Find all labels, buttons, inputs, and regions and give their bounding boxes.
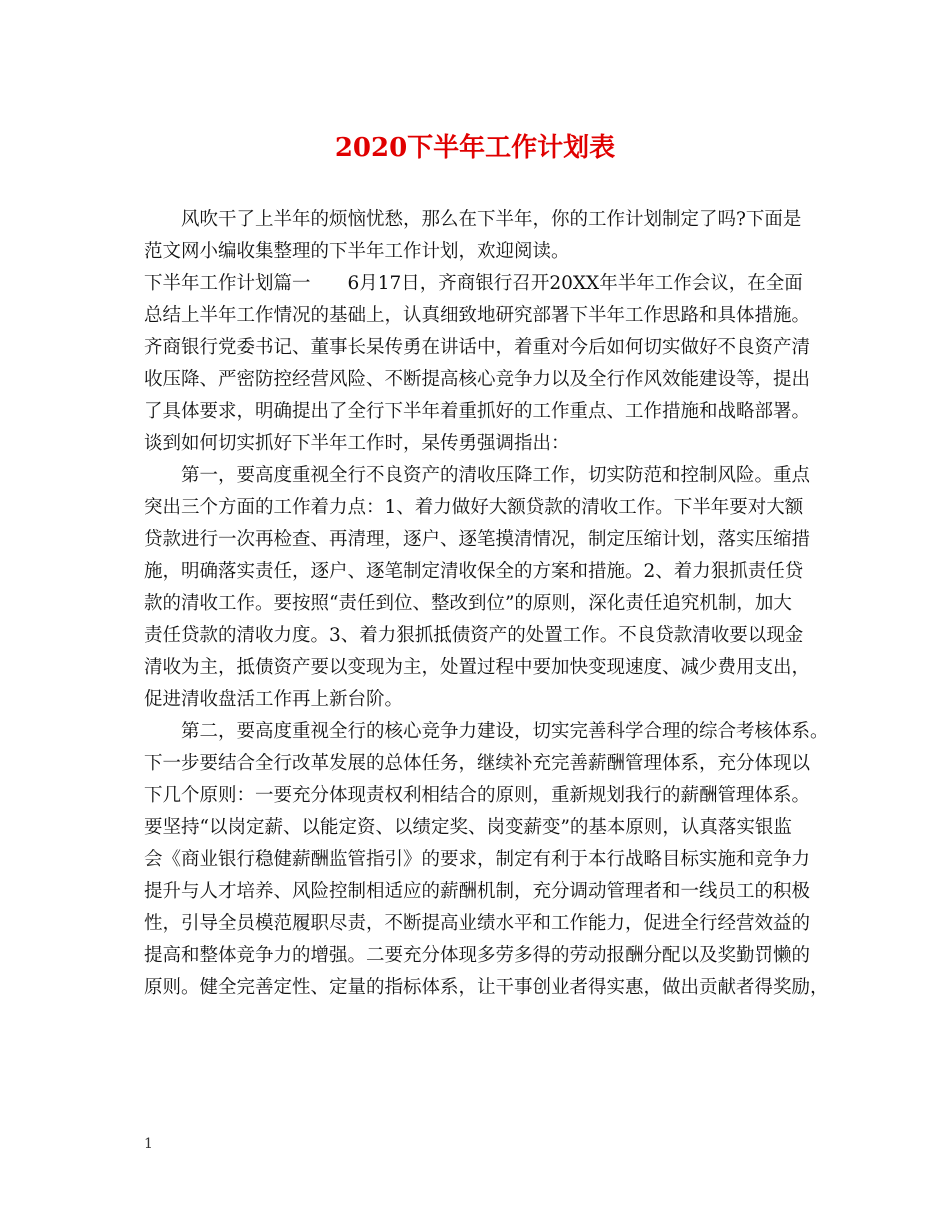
body-line: 贷款进行一次再检查、再清理，逐户、逐笔摸清情况，制定压缩计划，落实压缩措 xyxy=(144,529,811,550)
body-line: 款的清收工作。要按照“责任到位、整改到位”的原则，深化责任追究机制，加大 xyxy=(144,593,792,614)
body-line: 施，明确落实责任，逐户、逐笔制定清收保全的方案和措施。2、着力狠抓责任贷 xyxy=(144,561,804,582)
body-line: 谈到如何切实抓好下半年工作时，杲传勇强调指出： xyxy=(144,433,570,454)
body-line: 第一，要高度重视全行不良资产的清收压降工作，切实防范和控制风险。重点 xyxy=(181,465,811,486)
body-line: 性，引导全员模范履职尽责，不断提高业绩水平和工作能力，促进全行经营效益的 xyxy=(144,913,811,934)
body-line: 会《商业银行稳健薪酬监管指引》的要求，制定有利于本行战略目标实施和竞争力 xyxy=(144,849,811,870)
body-line: 要坚持“以岗定薪、以能定资、以绩定奖、岗变薪变”的基本原则，认真落实银监 xyxy=(144,817,792,838)
body-line: 责任贷款的清收力度。3、着力狠抓抵债资产的处置工作。不良贷款清收要以现金 xyxy=(144,625,804,646)
body-line: 清收为主，抵债资产要以变现为主，处置过程中要加快变现速度、减少费用支出， xyxy=(144,657,811,678)
page-number: 1 xyxy=(144,1136,153,1152)
body-line: 下半年工作计划篇一 6月17日，齐商银行召开20XX年半年工作会议，在全面 xyxy=(144,273,803,294)
document-title: 2020下半年工作计划表 xyxy=(334,133,616,163)
body-line: 促进清收盘活工作再上新台阶。 xyxy=(144,689,404,710)
body-line: 原则。健全完善定性、定量的指标体系，让干事创业者得实惠，做出贡献者得奖励， xyxy=(144,977,829,998)
body-line: 下一步要结合全行改革发展的总体任务，继续补充完善薪酬管理体系，充分体现以 xyxy=(144,753,811,774)
body-line: 提高和整体竞争力的增强。二要充分体现多劳多得的劳动报酬分配以及奖勤罚懒的 xyxy=(144,945,811,966)
body-line: 了具体要求，明确提出了全行下半年着重抓好的工作重点、工作措施和战略部署。 xyxy=(144,401,811,422)
body-line: 收压降、严密防控经营风险、不断提高核心竞争力以及全行作风效能建设等，提出 xyxy=(144,369,811,390)
body-line: 齐商银行党委书记、董事长杲传勇在讲话中，着重对今后如何切实做好不良资产清 xyxy=(144,337,811,358)
body-line: 下几个原则：一要充分体现责权利相结合的原则，重新规划我行的薪酬管理体系。 xyxy=(144,785,811,806)
body-line: 突出三个方面的工作着力点：1、着力做好大额贷款的清收工作。下半年要对大额 xyxy=(144,497,804,518)
body-line: 第二，要高度重视全行的核心竞争力建设，切实完善科学合理的综合考核体系。 xyxy=(181,721,829,742)
body-line: 总结上半年工作情况的基础上，认真细致地研究部署下半年工作思路和具体措施。 xyxy=(144,305,811,326)
body-line: 风吹干了上半年的烦恼忧愁，那么在下半年，你的工作计划制定了吗?下面是 xyxy=(181,209,802,230)
document-body xyxy=(144,204,834,1004)
body-line: 提升与人才培养、风险控制相适应的薪酬机制，充分调动管理者和一线员工的积极 xyxy=(144,881,811,902)
body-line: 范文网小编收集整理的下半年工作计划，欢迎阅读。 xyxy=(144,241,570,262)
